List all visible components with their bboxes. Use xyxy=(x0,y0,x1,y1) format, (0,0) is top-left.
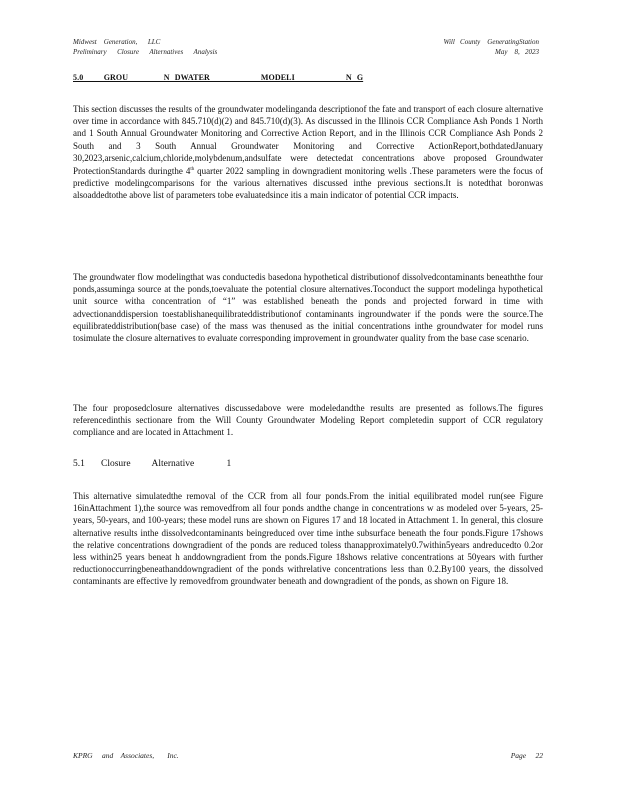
header-date: May 8, 2023 xyxy=(495,48,539,56)
section-heading: 5.0 GROU N DWATER MODELI N G xyxy=(73,73,364,82)
header-station: Will County GeneratingStation xyxy=(443,38,539,46)
header-company: Midwest Generation, LLC xyxy=(73,38,161,46)
paragraph-modeling: The groundwater flow modelingthat was conductedis basedona hypothetical distributionof dissolvedcontaminants beneaththe four ponds,assuminga source at the ponds,toevaluate the potential closure alternatives.Toconduct the support modelinga hypothetical unit source witha concentration of “1” was established beneath the ponds and projected forward in time with advectionanddispersion toestablishanequilibrateddistributionof contaminants ingroundwater if the ponds were the source.The equilibrateddistribution(base case) of the mass was thenused as the initial concentrations inthe groundwater for model runs tosimulate the closure alternatives to evaluate corresponding improvement in groundwater quality from the base case scenario. xyxy=(73,272,543,344)
page-header-right xyxy=(289,37,539,57)
paragraph-intro xyxy=(73,103,543,202)
page-header-left xyxy=(73,37,323,57)
paragraph-intro-text-cont: quarter 2022 sampling in downgradient monitoring wells .These parameters were the focus of predictive modelingcomparisons for the various alternatives discussed inthe previous sections.It is notedthat boronwas alsoaddedtothe above list of parameters tobe evaluatedsince itis a main indicator of potential CCR impacts. xyxy=(73,166,543,201)
paragraph-alternatives: The four proposedclosure alternatives discussedabove were modeledandthe results are presented as follows.The figures referencedinthis sectionare from the Will County Groundwater Modeling Report completedin support of CCR regulatory compliance and are located in Attachment 1. xyxy=(73,403,543,438)
footer-page-number: Page 22 xyxy=(510,751,543,760)
header-report-title: Preliminary Closure Alternatives Analysis xyxy=(73,48,218,56)
paragraph-intro-text: This section discusses the results of the groundwater modelinganda descriptionof the fate and transport of each closure alternative over time in accordance with 845.710(d)(2) and 845.710(d)(3). As discussed in the Illinois CCR Compliance Ash Ponds 1 North and 1 South Annual Groundwater Monitoring and Corrective Action Report, and in the Illinois CCR Compliance Ash Ponds 2 South and 3 South Annual Groundwater Monitoring and Corrective ActionReport,bothdatedJanuary 30,2023,arsenic,calcium,chloride,molybdenum,andsulfate were detectedat concentrations above proposed Groundwater ProtectionStandards duringthe 4 xyxy=(73,104,543,177)
paragraph-alternative-1: This alternative simulatedthe removal of the CCR from all four ponds.From the initial equilibrated model run(see Figure 16inAttachment 1),the source was removedfrom all four ponds andthe change in concentrations w as modeled over 5-years, 25-years, 50-years, and 100-years; these model runs are shown on Figures 17 and 18 located in Attachment 1. In general, this closure alternative results inthe dissolvedcontaminants beingreduced over time inthe subsurface beneath the four ponds.Figure 17shows the relative concentrations downgradient of the ponds are reduced toless thanapproximately0.7within5years andreducedto 0.2or less within25 years beneat h anddowngradient from the ponds.Figure 18shows relative concentrations at 50years with further reductionoccurringbeneathanddowngradient of the ponds withrelative concentrations less than 0.2.By100 years, the dissolved contaminants are effective ly removedfrom groundwater beneath and downgradient of the ponds, as shown on Figure 18. xyxy=(73,491,543,587)
subsection-heading: 5.1 Closure Alternative 1 xyxy=(73,459,232,469)
superscript-th: th xyxy=(190,167,195,173)
footer-company: KPRG and Associates, Inc. xyxy=(73,751,179,760)
